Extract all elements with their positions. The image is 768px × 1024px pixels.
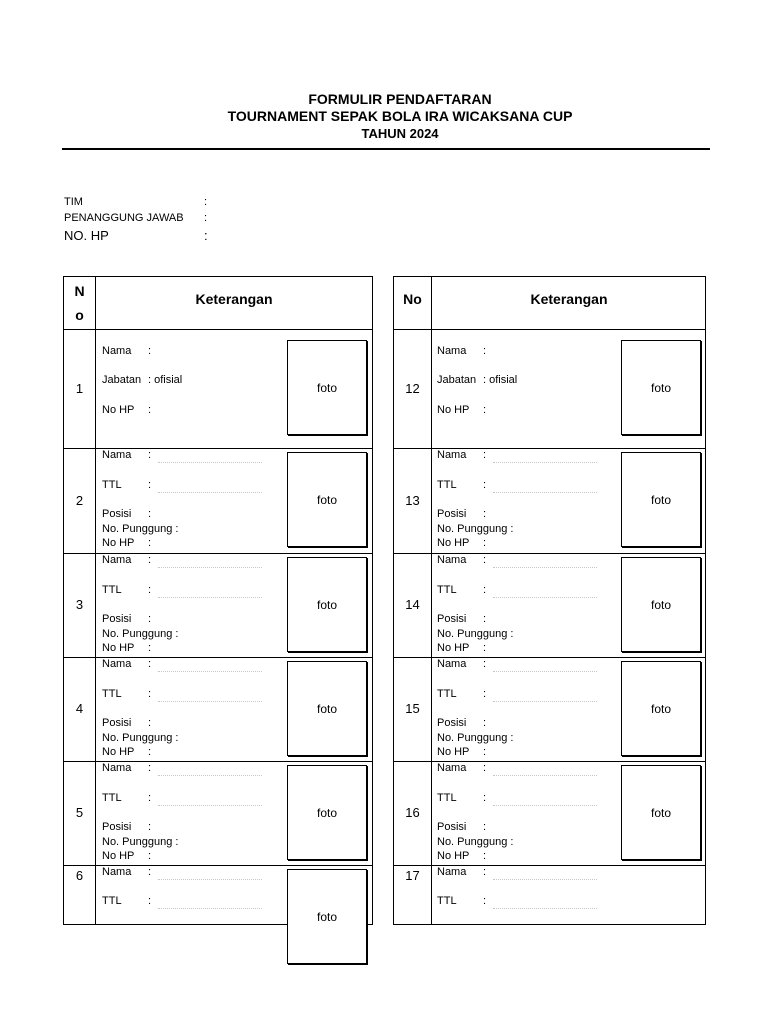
nama-colon: : [483, 658, 487, 670]
nohp-field [64, 228, 208, 243]
no-header [64, 277, 95, 326]
ttl-colon: : [483, 895, 487, 907]
nohp-colon: : [483, 746, 487, 758]
photo-box[interactable] [621, 452, 701, 547]
nama-label: Nama [437, 345, 467, 357]
photo-box[interactable] [287, 340, 367, 435]
nama-label: Nama [437, 449, 467, 461]
penanggung-jawab-colon: : [204, 212, 208, 224]
ttl-label: TTL [102, 688, 122, 700]
ttl-input-line[interactable] [158, 492, 262, 493]
posisi-label: Posisi [437, 508, 467, 520]
photo-label: foto [650, 805, 671, 820]
ttl-label: TTL [437, 895, 457, 907]
form-title: FORMULIR PENDAFTARAN [308, 91, 492, 107]
nohp-colon: : [204, 228, 208, 243]
no-header: No [403, 291, 422, 307]
ttl-colon: : [148, 792, 152, 804]
ttl-label: TTL [437, 792, 457, 804]
row-number: 15 [405, 701, 420, 716]
punggung-label: No. Punggung : [102, 628, 179, 640]
ttl-label: TTL [437, 479, 457, 491]
row-number: 13 [405, 492, 420, 508]
posisi-colon: : [483, 717, 487, 729]
ttl-input-line[interactable] [158, 908, 262, 909]
nama-input-line[interactable] [158, 671, 262, 672]
ttl-label: TTL [437, 584, 457, 596]
column-divider [95, 277, 96, 924]
nama-colon: : [148, 554, 152, 566]
posisi-label: Posisi [102, 717, 132, 729]
nohp-label: No HP [437, 537, 470, 549]
keterangan-header: Keterangan [195, 291, 273, 307]
ttl-colon: : [148, 688, 152, 700]
nama-label: Nama [437, 762, 467, 774]
posisi-colon: : [148, 508, 152, 520]
nohp-colon: : [483, 850, 487, 862]
ttl-input-line[interactable] [493, 805, 597, 806]
nama-input-line[interactable] [158, 879, 262, 880]
posisi-label: Posisi [437, 613, 467, 625]
nohp-label: No HP [102, 746, 135, 758]
jabatan-label: Jabatan [437, 374, 477, 386]
nama-input-line[interactable] [493, 671, 597, 672]
punggung-label: No. Punggung : [437, 836, 514, 848]
nama-input-line[interactable] [158, 775, 262, 776]
penanggung-jawab-field [64, 212, 208, 224]
nama-colon: : [483, 762, 487, 774]
nohp-colon: : [483, 642, 487, 654]
nama-label: Nama [102, 554, 132, 566]
photo-box[interactable] [621, 340, 701, 435]
nama-input-line[interactable] [493, 567, 597, 568]
nohp-colon: : [148, 537, 152, 549]
nama-colon: : [483, 866, 487, 878]
tim-field [64, 196, 208, 208]
no-header-bottom: o [75, 307, 84, 323]
nama-label: Nama [102, 866, 132, 878]
punggung-label: No. Punggung : [437, 732, 514, 744]
nohp-colon: : [148, 850, 152, 862]
row-number: 16 [405, 805, 420, 820]
nohp-label: No HP [437, 642, 470, 654]
nama-colon: : [483, 554, 487, 566]
nama-colon: : [483, 449, 487, 461]
ttl-colon: : [148, 584, 152, 596]
nama-label: Nama [102, 658, 132, 670]
nohp-label: No HP [102, 404, 135, 416]
photo-box[interactable] [287, 661, 367, 756]
photo-box[interactable] [621, 557, 701, 652]
nohp-label: No HP [102, 537, 135, 549]
nama-label: Nama [437, 866, 467, 878]
ttl-input-line[interactable] [158, 701, 262, 702]
ttl-label: TTL [437, 688, 457, 700]
photo-label: foto [650, 701, 671, 716]
form-year: TAHUN 2024 [361, 126, 439, 141]
nohp-label: No HP [102, 642, 135, 654]
ttl-colon: : [483, 584, 487, 596]
form-tournament-name: TOURNAMENT SEPAK BOLA IRA WICAKSANA CUP [227, 108, 573, 124]
photo-label: foto [650, 380, 671, 395]
nama-input-line[interactable] [158, 462, 262, 463]
photo-box[interactable] [287, 765, 367, 860]
nama-label: Nama [102, 762, 132, 774]
ttl-colon: : [483, 479, 487, 491]
nama-colon: : [148, 345, 152, 357]
column-divider [431, 277, 432, 924]
photo-box[interactable] [621, 765, 701, 860]
nama-colon: : [148, 866, 152, 878]
nama-colon: : [148, 762, 152, 774]
nama-label: Nama [102, 345, 132, 357]
posisi-colon: : [483, 821, 487, 833]
nama-colon: : [483, 345, 487, 357]
posisi-colon: : [483, 508, 487, 520]
row-divider [64, 329, 372, 330]
ttl-input-line[interactable] [493, 597, 597, 598]
ttl-colon: : [483, 688, 487, 700]
tim-colon: : [204, 196, 208, 208]
posisi-label: Posisi [437, 717, 467, 729]
posisi-colon: : [148, 613, 152, 625]
ttl-input-line[interactable] [158, 805, 262, 806]
nama-label: Nama [102, 449, 132, 461]
ttl-input-line[interactable] [493, 908, 597, 909]
tim-label: TIM [64, 196, 83, 208]
photo-label: foto [316, 805, 337, 820]
nama-colon: : [148, 449, 152, 461]
nohp-colon: : [483, 537, 487, 549]
jabatan-label: Jabatan [102, 374, 142, 386]
nama-input-line[interactable] [493, 775, 597, 776]
nama-input-line[interactable] [158, 567, 262, 568]
nohp-colon: : [148, 404, 152, 416]
nohp-label: No HP [437, 746, 470, 758]
posisi-colon: : [148, 717, 152, 729]
nohp-label: No HP [437, 404, 470, 416]
row-number: 4 [75, 701, 84, 716]
ttl-label: TTL [102, 479, 122, 491]
row-number: 2 [75, 492, 84, 508]
punggung-label: No. Punggung : [437, 523, 514, 535]
nama-input-line[interactable] [493, 879, 597, 880]
posisi-label: Posisi [102, 821, 132, 833]
photo-box[interactable] [287, 869, 367, 964]
row-number: 6 [75, 868, 84, 883]
row-number: 3 [75, 597, 84, 612]
row-number: 5 [75, 805, 84, 820]
ttl-input-line[interactable] [493, 701, 597, 702]
jabatan-value: : ofisial [148, 374, 183, 386]
photo-label: foto [316, 909, 337, 924]
ttl-label: TTL [102, 584, 122, 596]
row-divider [394, 329, 705, 330]
nama-label: Nama [437, 554, 467, 566]
posisi-label: Posisi [102, 613, 132, 625]
ttl-colon: : [148, 479, 152, 491]
posisi-label: Posisi [102, 508, 132, 520]
punggung-label: No. Punggung : [102, 523, 179, 535]
row-number: 12 [405, 380, 420, 396]
photo-label: foto [316, 492, 337, 507]
nohp-label: NO. HP [64, 228, 109, 243]
nohp-label: No HP [102, 850, 135, 862]
posisi-label: Posisi [437, 821, 467, 833]
ttl-input-line[interactable] [158, 597, 262, 598]
nohp-colon: : [483, 404, 487, 416]
ttl-colon: : [148, 895, 152, 907]
header-divider [62, 148, 710, 150]
photo-box[interactable] [621, 661, 701, 756]
form-header [0, 90, 768, 142]
player-table-right [393, 276, 706, 925]
punggung-label: No. Punggung : [102, 732, 179, 744]
photo-label: foto [650, 597, 671, 612]
no-header-top: N [74, 283, 85, 299]
nohp-colon: : [148, 746, 152, 758]
photo-label: foto [650, 492, 671, 507]
penanggung-jawab-label: PENANGGUNG JAWAB [64, 212, 184, 224]
ttl-colon: : [483, 792, 487, 804]
photo-box[interactable] [287, 557, 367, 652]
nama-input-line[interactable] [493, 462, 597, 463]
player-table-left [63, 276, 373, 925]
row-number: 1 [75, 380, 84, 396]
photo-label: foto [316, 701, 337, 716]
photo-label: foto [316, 597, 337, 612]
jabatan-value: : ofisial [483, 374, 518, 386]
punggung-label: No. Punggung : [437, 628, 514, 640]
photo-box[interactable] [287, 452, 367, 547]
ttl-label: TTL [102, 895, 122, 907]
nama-label: Nama [437, 658, 467, 670]
ttl-label: TTL [102, 792, 122, 804]
nohp-colon: : [148, 642, 152, 654]
nohp-label: No HP [437, 850, 470, 862]
punggung-label: No. Punggung : [102, 836, 179, 848]
photo-label: foto [316, 380, 337, 395]
nama-colon: : [148, 658, 152, 670]
row-number: 14 [405, 597, 420, 612]
ttl-input-line[interactable] [493, 492, 597, 493]
posisi-colon: : [483, 613, 487, 625]
row-number: 17 [405, 868, 420, 883]
keterangan-header: Keterangan [530, 291, 608, 307]
posisi-colon: : [148, 821, 152, 833]
